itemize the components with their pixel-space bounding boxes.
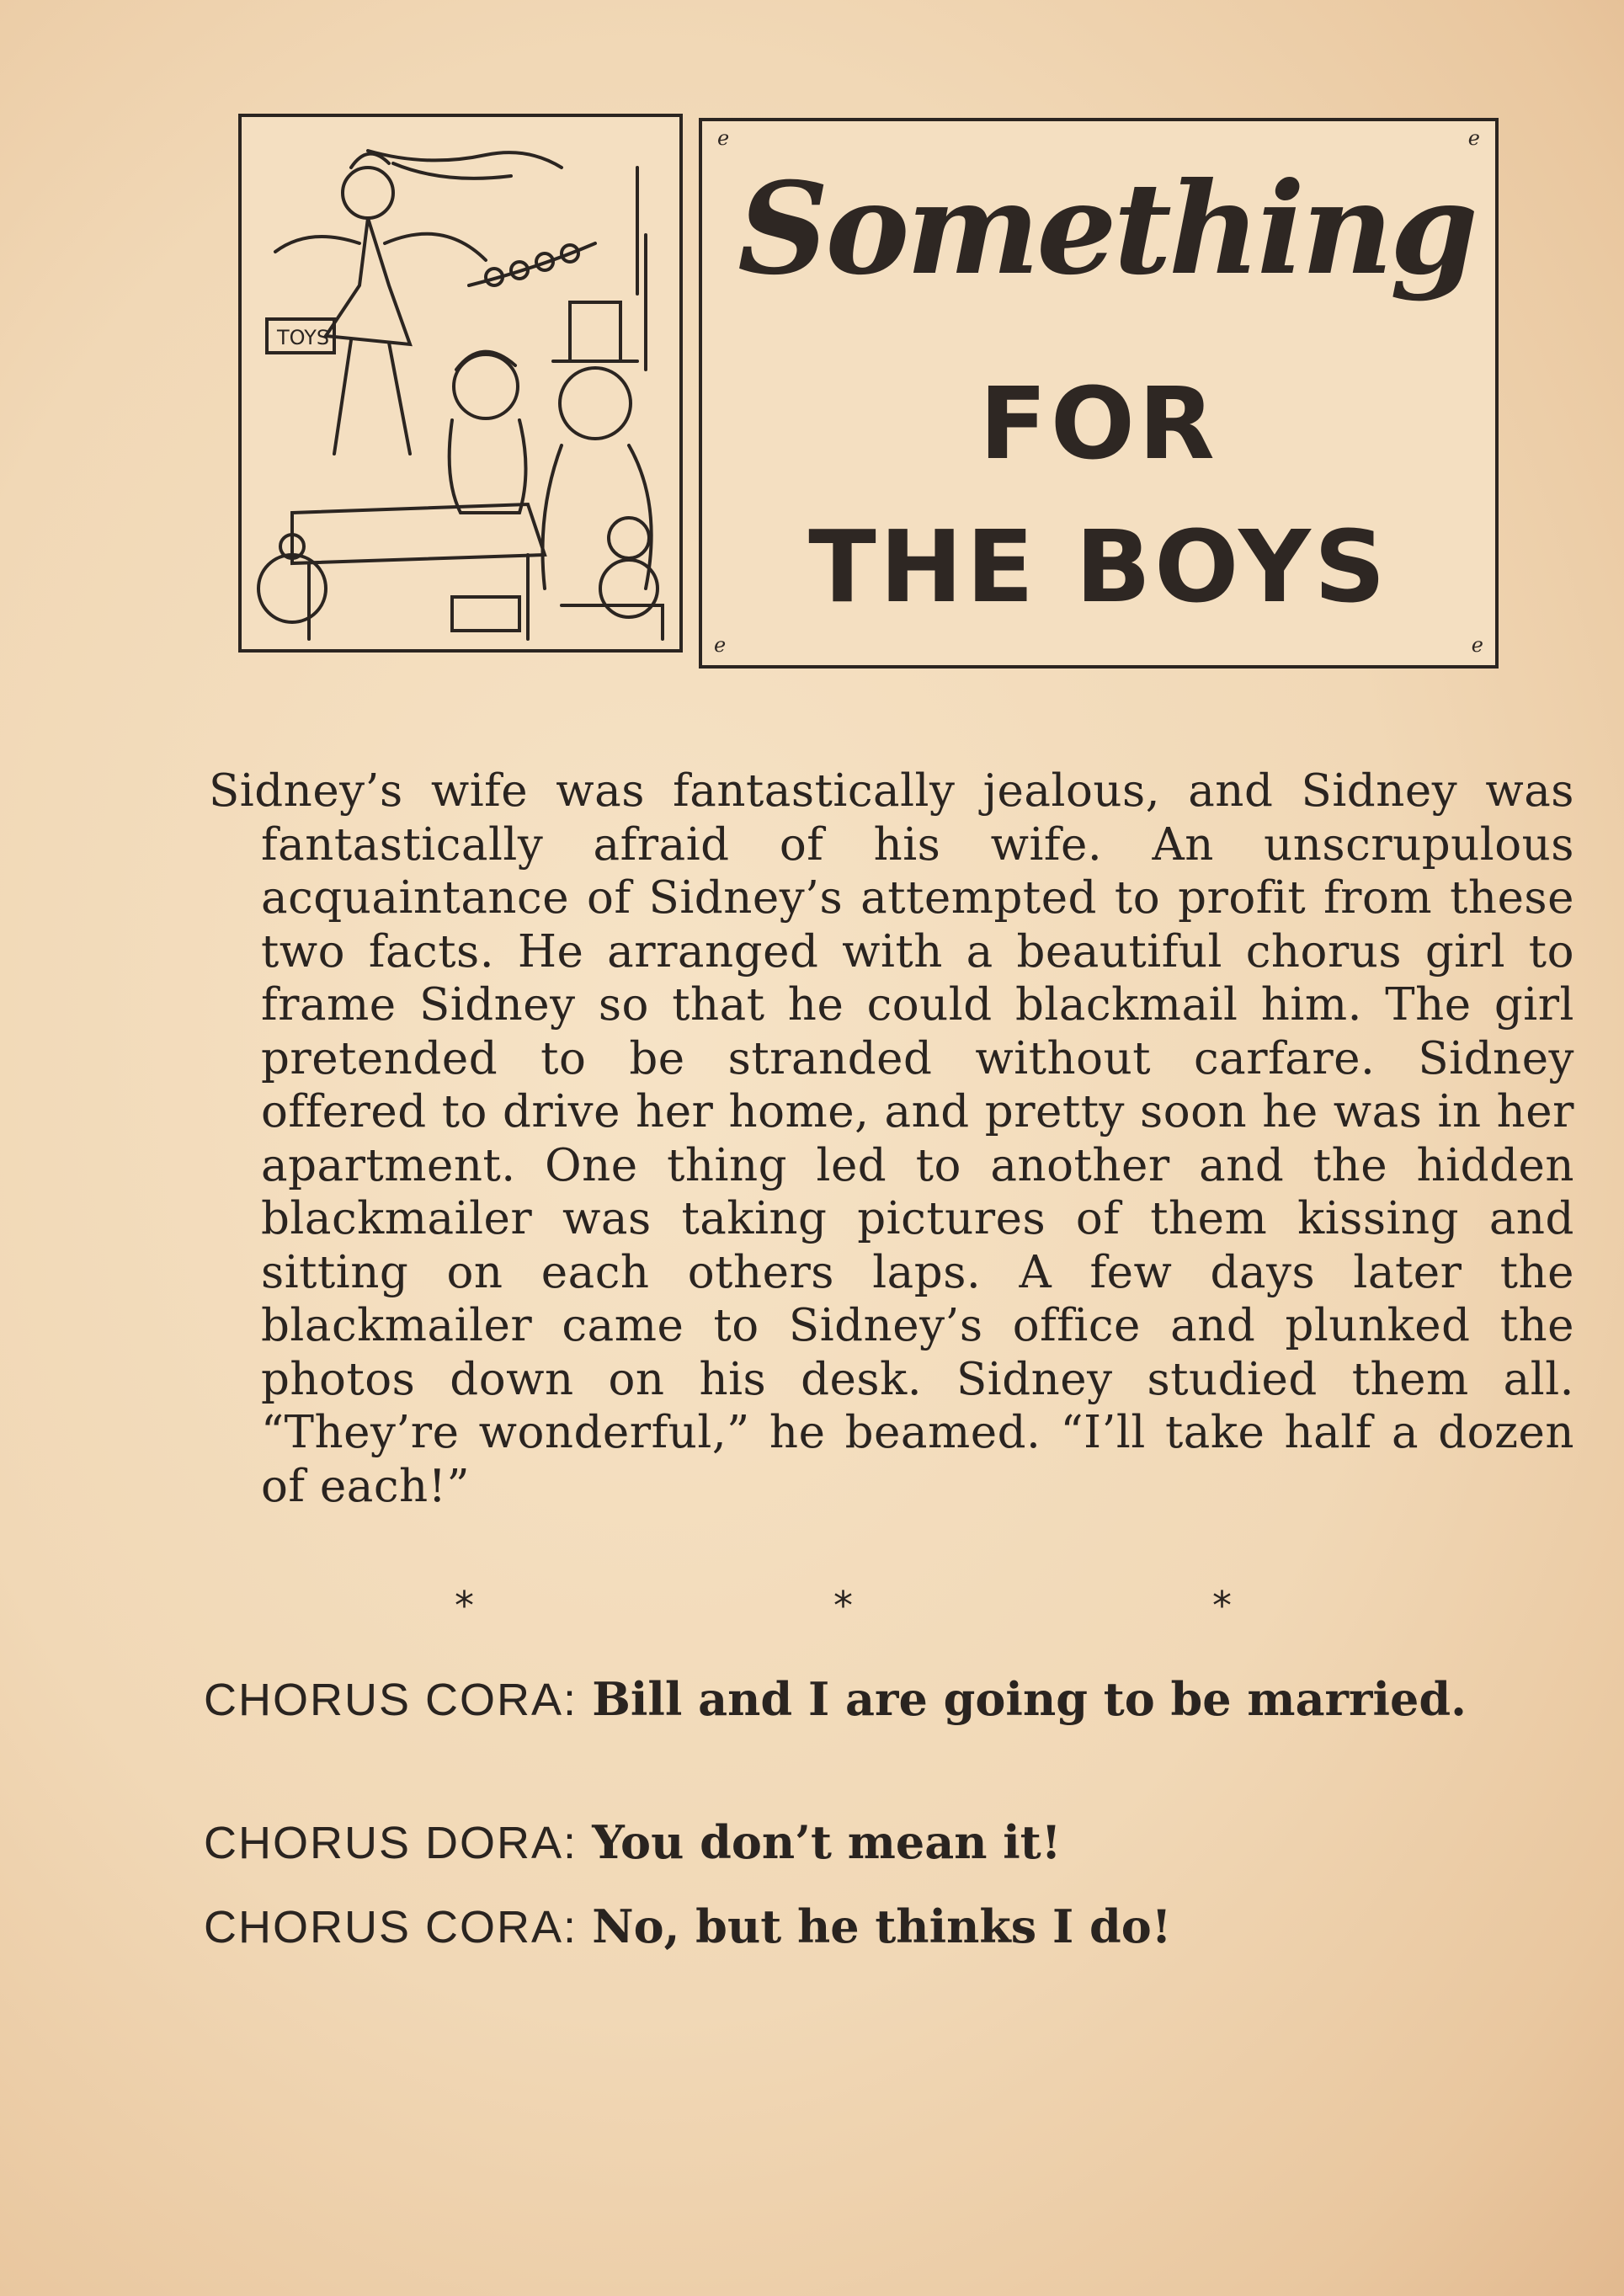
dialogue-speaker: CHORUS CORA: [204,1902,578,1952]
title-the-boys: THE BOYS [808,509,1389,625]
dialogue-text: No, but he thinks I do! [592,1899,1172,1953]
dialogue-line [204,1814,1525,1871]
title-panel [699,118,1499,669]
dialogue-line [204,1671,1583,1728]
dialogue-line [204,1899,1525,1955]
dialogue-speaker: CHORUS CORA: [204,1675,578,1725]
corner-ornament-icon: ℯ [1467,126,1480,150]
toys-sign-text: TOYS [277,326,330,349]
dialogue-text: Bill and I are going to be married. [592,1672,1467,1726]
asterisk-icon: * [1212,1583,1232,1628]
title-for: FOR [979,365,1218,482]
story-paragraph: Sidney’s wife was fantastically jealous, and Sidney was fantastically afraid of his wife. An unscrupulous acquaintance of Sidney’s attempted to profit from these two facts. He arranged with a beautiful chorus girl to frame Sidney so that he could blackmail him. The girl pretended to be stranded without carfare. Sidney offered to drive her home, and pretty soon he was in her apartment. One thing led to another and the hidden blackmailer was taking pictures of them kissing and sitting on each others laps. A few days later the blackmailer came to Sidney’s office and plunked the photos down on his desk. Sidney studied them all. “They’re wonderful,” he beamed. “I’ll take half a dozen of each!” [209,765,1574,1512]
cartoon-drawing [242,117,679,649]
corner-ornament-icon: ℯ [714,633,727,657]
cartoon-illustration [238,114,683,653]
asterisk-icon: * [455,1583,474,1628]
title-script: Something [737,155,1475,303]
corner-ornament-icon: ℯ [717,126,730,150]
dialogue-speaker: CHORUS DORA: [204,1818,578,1868]
asterisk-icon: * [833,1583,853,1628]
corner-ornament-icon: ℯ [1471,633,1483,657]
dialogue-text: You don’t mean it! [592,1815,1062,1869]
